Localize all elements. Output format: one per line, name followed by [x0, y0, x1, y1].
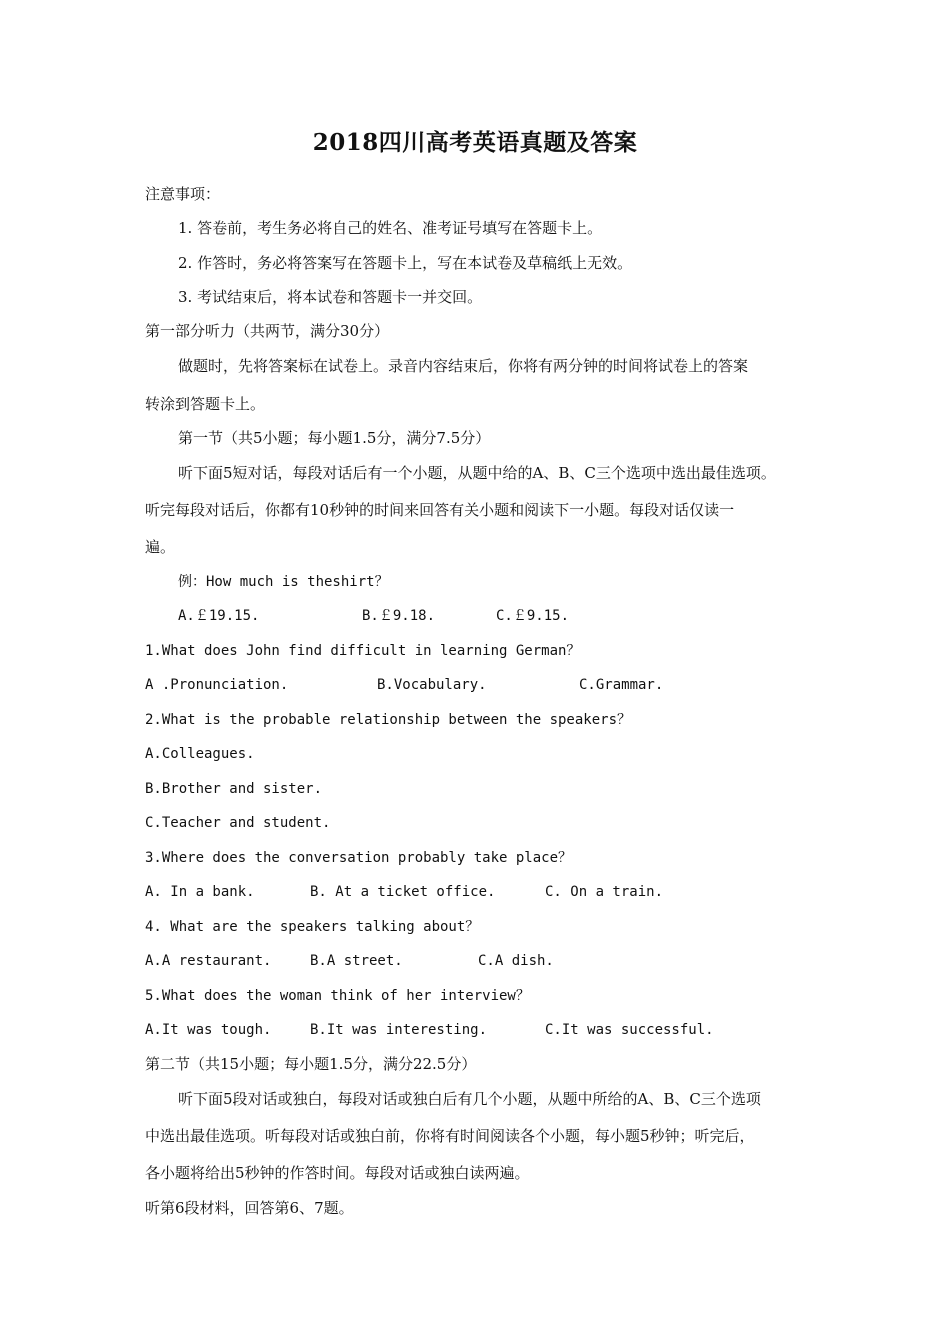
option: B.It was interesting. — [310, 1022, 488, 1038]
option: B.A street. — [310, 953, 403, 969]
notice-item: 1. 答卷前，考生务必将自己的姓名、准考证号填写在答题卡上。 — [178, 219, 603, 237]
part1-heading: 第一部分听力（共两节，满分30分） — [145, 322, 390, 340]
section1-intro-line: 遍。 — [145, 538, 176, 556]
option: B.Vocabulary. — [377, 677, 487, 693]
option: C. On a train. — [545, 884, 664, 900]
option: C.A dish. — [478, 953, 554, 969]
option: A .Pronunciation. — [145, 677, 289, 693]
material-heading: 听第6段材料，回答第6、7题。 — [145, 1199, 354, 1217]
section2-intro-line: 中选出最佳选项。听每段对话或独白前，你将有时间阅读各个小题，每小题5秒钟；听完后， — [145, 1127, 755, 1145]
notice-heading: 注意事项： — [145, 185, 221, 203]
notice-item: 2. 作答时，务必将答案写在答题卡上，写在本试卷及草稿纸上无效。 — [178, 254, 633, 272]
option: A. In a bank. — [145, 884, 255, 900]
section2-intro-line: 各小题将给出5秒钟的作答时间。每段对话或独白读两遍。 — [145, 1164, 530, 1182]
option: A.￡19.15. — [178, 608, 260, 624]
section2-intro-line: 听下面5段对话或独白，每段对话或独白后有几个小题，从题中所给的A、B、C三个选项 — [178, 1090, 761, 1108]
option: A.It was tough. — [145, 1022, 272, 1038]
question: 4. What are the speakers talking about？ — [145, 919, 480, 935]
question: 2.What is the probable relationship between the speakers？ — [145, 712, 632, 728]
page-title: 2018四川高考英语真题及答案 — [312, 129, 638, 156]
option: A.A restaurant. — [145, 953, 272, 969]
option: A.Colleagues. — [145, 746, 255, 762]
option: B.Brother and sister. — [145, 781, 323, 797]
notice-item: 3. 考试结束后，将本试卷和答题卡一并交回。 — [178, 288, 483, 306]
part1-intro-line: 转涂到答题卡上。 — [145, 395, 266, 413]
option: B. At a ticket office. — [310, 884, 496, 900]
section1-heading: 第一节（共5小题；每小题1.5分，满分7.5分） — [178, 429, 491, 447]
example-question: 例：How much is theshirt？ — [178, 574, 389, 590]
question: 1.What does John find difficult in learning German？ — [145, 643, 581, 659]
option: C.It was successful. — [545, 1022, 714, 1038]
option: C.Grammar. — [579, 677, 664, 693]
option: C.￡9.15. — [496, 608, 570, 624]
part1-intro-line: 做题时，先将答案标在试卷上。录音内容结束后，你将有两分钟的时间将试卷上的答案 — [178, 357, 749, 375]
question: 5.What does the woman think of her interview？ — [145, 988, 530, 1004]
section2-heading: 第二节（共15小题；每小题1.5分，满分22.5分） — [145, 1055, 477, 1073]
option: B.￡9.18. — [362, 608, 436, 624]
section1-intro-line: 听完每段对话后，你都有10秒钟的时间来回答有关小题和阅读下一小题。每段对话仅读一 — [145, 501, 735, 519]
section1-intro-line: 听下面5短对话，每段对话后有一个小题，从题中给的A、B、C三个选项中选出最佳选项。 — [178, 464, 776, 482]
option: C.Teacher and student. — [145, 815, 331, 831]
question: 3.Where does the conversation probably take place？ — [145, 850, 573, 866]
